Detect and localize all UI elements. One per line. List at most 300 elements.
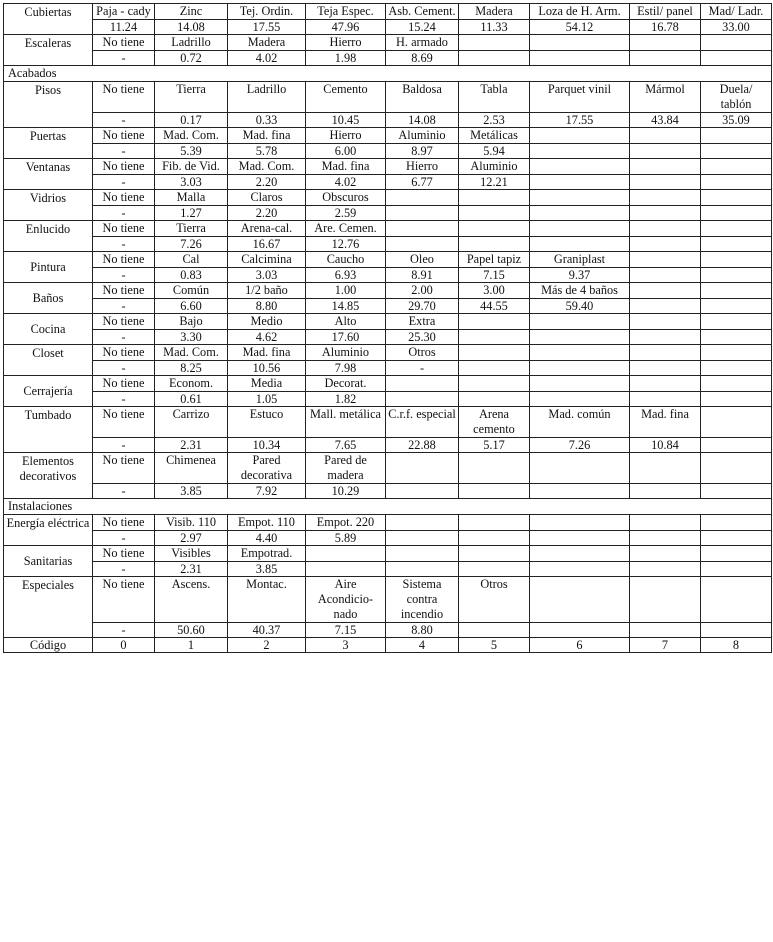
value-cell: [459, 531, 530, 546]
option-cell: Teja Espec.: [306, 4, 386, 20]
option-cell: Tej. Ordin.: [228, 4, 306, 20]
category-label-sanitarias: Sanitarias: [4, 546, 93, 577]
value-cell: 2.97: [155, 531, 228, 546]
option-cell: Econom.: [155, 376, 228, 392]
value-cell: [630, 268, 701, 283]
option-cell: [530, 546, 630, 562]
options-row-pintura: [4, 252, 772, 268]
value-cell: [630, 562, 701, 577]
value-cell: 10.29: [306, 484, 386, 499]
option-cell: [630, 35, 701, 51]
option-cell: Arena-cal.: [228, 221, 306, 237]
option-cell: Aluminio: [306, 345, 386, 361]
value-cell: [701, 51, 772, 66]
value-cell: 7.15: [306, 623, 386, 638]
value-cell: -: [93, 206, 155, 221]
values-row-puertas: [4, 144, 772, 159]
value-cell: 40.37: [228, 623, 306, 638]
option-cell: [530, 453, 630, 484]
option-cell: No tiene: [93, 128, 155, 144]
code-row: [4, 638, 772, 653]
code-cell: 0: [93, 638, 155, 653]
option-cell: Ladrillo: [228, 82, 306, 113]
value-cell: [459, 206, 530, 221]
option-cell: [459, 190, 530, 206]
values-row-cerrajeria: [4, 392, 772, 407]
value-cell: [630, 175, 701, 190]
value-cell: [459, 237, 530, 252]
category-label-elementos-decorativos: Elementos decorativos: [4, 453, 93, 499]
options-row-banos: [4, 283, 772, 299]
value-cell: 7.98: [306, 361, 386, 376]
option-cell: Mármol: [630, 82, 701, 113]
value-cell: [459, 484, 530, 499]
option-cell: [701, 407, 772, 438]
value-cell: [701, 144, 772, 159]
category-label-cerrajeria: Cerrajería: [4, 376, 93, 407]
values-row-closet: [4, 361, 772, 376]
option-cell: [701, 190, 772, 206]
option-cell: [386, 453, 459, 484]
value-cell: -: [93, 330, 155, 345]
option-cell: [530, 128, 630, 144]
option-cell: Aire Acondicio-nado: [306, 577, 386, 623]
option-cell: Paja - cady: [93, 4, 155, 20]
section-title-instalaciones: Instalaciones: [4, 499, 772, 515]
value-cell: 3.03: [155, 175, 228, 190]
value-cell: 7.15: [459, 268, 530, 283]
option-cell: Pared decorativa: [228, 453, 306, 484]
option-cell: [701, 345, 772, 361]
options-row-pisos: [4, 82, 772, 113]
table-body: [4, 4, 772, 653]
value-cell: 11.33: [459, 20, 530, 35]
value-cell: [530, 361, 630, 376]
option-cell: [530, 221, 630, 237]
values-row-energia-electrica: [4, 531, 772, 546]
option-cell: 2.00: [386, 283, 459, 299]
value-cell: 0.83: [155, 268, 228, 283]
option-cell: Graniplast: [530, 252, 630, 268]
value-cell: 17.60: [306, 330, 386, 345]
category-label-closet: Closet: [4, 345, 93, 376]
option-cell: Tabla: [459, 82, 530, 113]
value-cell: 5.17: [459, 438, 530, 453]
options-row-cubiertas: [4, 4, 772, 20]
value-cell: [701, 438, 772, 453]
option-cell: Chimenea: [155, 453, 228, 484]
option-cell: C.r.f. especial: [386, 407, 459, 438]
option-cell: Baldosa: [386, 82, 459, 113]
value-cell: [530, 175, 630, 190]
values-row-escaleras: [4, 51, 772, 66]
value-cell: 6.93: [306, 268, 386, 283]
option-cell: [701, 252, 772, 268]
value-cell: 8.80: [228, 299, 306, 314]
code-cell: 1: [155, 638, 228, 653]
option-cell: No tiene: [93, 314, 155, 330]
category-label-energia-electrica: Energía eléctrica: [4, 515, 93, 546]
option-cell: Hierro: [306, 35, 386, 51]
option-cell: No tiene: [93, 546, 155, 562]
option-cell: Asb. Cement.: [386, 4, 459, 20]
option-cell: Arena cemento: [459, 407, 530, 438]
value-cell: 16.67: [228, 237, 306, 252]
option-cell: [701, 314, 772, 330]
value-cell: [530, 51, 630, 66]
option-cell: [459, 515, 530, 531]
option-cell: [630, 314, 701, 330]
option-cell: [459, 376, 530, 392]
option-cell: [630, 283, 701, 299]
option-cell: Pared de madera: [306, 453, 386, 484]
value-cell: [459, 51, 530, 66]
option-cell: Fib. de Vid.: [155, 159, 228, 175]
value-cell: 43.84: [630, 113, 701, 128]
option-cell: [386, 376, 459, 392]
value-cell: [630, 330, 701, 345]
option-cell: Papel tapiz: [459, 252, 530, 268]
options-row-especiales: [4, 577, 772, 623]
value-cell: 25.30: [386, 330, 459, 345]
value-cell: -: [93, 438, 155, 453]
option-cell: [701, 221, 772, 237]
value-cell: [630, 299, 701, 314]
option-cell: No tiene: [93, 345, 155, 361]
value-cell: 16.78: [630, 20, 701, 35]
option-cell: Mad. Com.: [228, 159, 306, 175]
option-cell: [530, 376, 630, 392]
value-cell: 8.97: [386, 144, 459, 159]
value-cell: [530, 531, 630, 546]
value-cell: [530, 392, 630, 407]
value-cell: [701, 484, 772, 499]
value-cell: [459, 392, 530, 407]
code-cell: 7: [630, 638, 701, 653]
option-cell: Empot. 110: [228, 515, 306, 531]
option-cell: Más de 4 baños: [530, 283, 630, 299]
value-cell: 4.02: [306, 175, 386, 190]
value-cell: 11.24: [93, 20, 155, 35]
value-cell: 4.40: [228, 531, 306, 546]
option-cell: Are. Cemen.: [306, 221, 386, 237]
value-cell: -: [93, 484, 155, 499]
value-cell: 14.08: [386, 113, 459, 128]
value-cell: 7.92: [228, 484, 306, 499]
value-cell: [701, 531, 772, 546]
option-cell: Media: [228, 376, 306, 392]
value-cell: 47.96: [306, 20, 386, 35]
values-row-elementos-decorativos: [4, 484, 772, 499]
value-cell: [630, 623, 701, 638]
value-cell: -: [93, 268, 155, 283]
value-cell: 44.55: [459, 299, 530, 314]
option-cell: [630, 128, 701, 144]
option-cell: [630, 515, 701, 531]
value-cell: 2.59: [306, 206, 386, 221]
value-cell: 2.53: [459, 113, 530, 128]
value-cell: [306, 562, 386, 577]
values-row-cocina: [4, 330, 772, 345]
option-cell: [701, 577, 772, 623]
category-label-pintura: Pintura: [4, 252, 93, 283]
option-cell: Obscuros: [306, 190, 386, 206]
option-cell: Mall. metálica: [306, 407, 386, 438]
value-cell: 0.17: [155, 113, 228, 128]
value-cell: [459, 562, 530, 577]
option-cell: Sistema contra incendio: [386, 577, 459, 623]
option-cell: Decorat.: [306, 376, 386, 392]
value-cell: 9.37: [530, 268, 630, 283]
option-cell: [306, 546, 386, 562]
option-cell: Parquet vinil: [530, 82, 630, 113]
value-cell: 2.20: [228, 175, 306, 190]
values-row-pintura: [4, 268, 772, 283]
options-row-cocina: [4, 314, 772, 330]
option-cell: Oleo: [386, 252, 459, 268]
option-cell: No tiene: [93, 515, 155, 531]
value-cell: 12.21: [459, 175, 530, 190]
value-cell: 6.77: [386, 175, 459, 190]
option-cell: [459, 35, 530, 51]
code-cell: 6: [530, 638, 630, 653]
options-row-vidrios: [4, 190, 772, 206]
value-cell: 0.61: [155, 392, 228, 407]
option-cell: Carrizo: [155, 407, 228, 438]
value-cell: [701, 562, 772, 577]
value-cell: 33.00: [701, 20, 772, 35]
option-cell: Visibles: [155, 546, 228, 562]
value-cell: 14.85: [306, 299, 386, 314]
option-cell: [386, 221, 459, 237]
option-cell: No tiene: [93, 407, 155, 438]
option-cell: [386, 190, 459, 206]
options-row-puertas: [4, 128, 772, 144]
option-cell: [630, 453, 701, 484]
value-cell: [701, 237, 772, 252]
value-cell: 8.25: [155, 361, 228, 376]
option-cell: Ladrillo: [155, 35, 228, 51]
value-cell: [386, 531, 459, 546]
category-label-vidrios: Vidrios: [4, 190, 93, 221]
option-cell: [459, 546, 530, 562]
value-cell: 7.65: [306, 438, 386, 453]
option-cell: No tiene: [93, 35, 155, 51]
value-cell: [530, 237, 630, 252]
value-cell: 12.76: [306, 237, 386, 252]
option-cell: [701, 128, 772, 144]
value-cell: 17.55: [530, 113, 630, 128]
value-cell: 6.60: [155, 299, 228, 314]
options-row-energia-electrica: [4, 515, 772, 531]
value-cell: 4.62: [228, 330, 306, 345]
option-cell: [701, 283, 772, 299]
value-cell: [701, 392, 772, 407]
option-cell: Madera: [459, 4, 530, 20]
option-cell: Duela/ tablón: [701, 82, 772, 113]
option-cell: [530, 35, 630, 51]
option-cell: Tierra: [155, 221, 228, 237]
value-cell: 2.20: [228, 206, 306, 221]
category-label-ventanas: Ventanas: [4, 159, 93, 190]
category-label-enlucido: Enlucido: [4, 221, 93, 252]
option-cell: [630, 376, 701, 392]
value-cell: 8.91: [386, 268, 459, 283]
option-cell: Mad. fina: [228, 345, 306, 361]
value-cell: 7.26: [530, 438, 630, 453]
option-cell: Mad. Com.: [155, 128, 228, 144]
option-cell: Caucho: [306, 252, 386, 268]
section-title-acabados: Acabados: [4, 66, 772, 82]
value-cell: 3.30: [155, 330, 228, 345]
option-cell: 1.00: [306, 283, 386, 299]
option-cell: No tiene: [93, 190, 155, 206]
values-row-sanitarias: [4, 562, 772, 577]
value-cell: 0.33: [228, 113, 306, 128]
value-cell: 5.39: [155, 144, 228, 159]
options-row-elementos-decorativos: [4, 453, 772, 484]
values-row-cubiertas: [4, 20, 772, 35]
code-cell: 4: [386, 638, 459, 653]
value-cell: -: [93, 175, 155, 190]
option-cell: Otros: [459, 577, 530, 623]
value-cell: 59.40: [530, 299, 630, 314]
value-cell: [701, 299, 772, 314]
option-cell: Otros: [386, 345, 459, 361]
value-cell: 1.98: [306, 51, 386, 66]
option-cell: [701, 376, 772, 392]
value-cell: [701, 623, 772, 638]
option-cell: [630, 190, 701, 206]
value-cell: -: [93, 51, 155, 66]
option-cell: [630, 221, 701, 237]
option-cell: [530, 159, 630, 175]
option-cell: Mad. Com.: [155, 345, 228, 361]
values-row-tumbado: [4, 438, 772, 453]
code-cell: 3: [306, 638, 386, 653]
value-cell: -: [93, 623, 155, 638]
option-cell: No tiene: [93, 221, 155, 237]
option-cell: 1/2 baño: [228, 283, 306, 299]
value-cell: [386, 484, 459, 499]
section-header-row: [4, 499, 772, 515]
option-cell: No tiene: [93, 453, 155, 484]
option-cell: Aluminio: [459, 159, 530, 175]
value-cell: [386, 562, 459, 577]
value-cell: 10.45: [306, 113, 386, 128]
code-label: Código: [4, 638, 93, 653]
value-cell: 14.08: [155, 20, 228, 35]
options-row-escaleras: [4, 35, 772, 51]
options-row-ventanas: [4, 159, 772, 175]
option-cell: Hierro: [386, 159, 459, 175]
value-cell: [386, 206, 459, 221]
option-cell: [630, 159, 701, 175]
value-cell: 5.94: [459, 144, 530, 159]
code-cell: 8: [701, 638, 772, 653]
option-cell: Cemento: [306, 82, 386, 113]
value-cell: 7.26: [155, 237, 228, 252]
option-cell: Estil/ panel: [630, 4, 701, 20]
option-cell: [530, 190, 630, 206]
option-cell: Madera: [228, 35, 306, 51]
value-cell: [459, 623, 530, 638]
options-row-sanitarias: [4, 546, 772, 562]
values-row-especiales: [4, 623, 772, 638]
option-cell: [630, 252, 701, 268]
value-cell: 0.72: [155, 51, 228, 66]
value-cell: [701, 268, 772, 283]
option-cell: Mad. fina: [306, 159, 386, 175]
value-cell: 50.60: [155, 623, 228, 638]
value-cell: 3.85: [228, 562, 306, 577]
values-row-banos: [4, 299, 772, 314]
value-cell: -: [93, 299, 155, 314]
value-cell: 5.78: [228, 144, 306, 159]
value-cell: 17.55: [228, 20, 306, 35]
value-cell: [630, 531, 701, 546]
option-cell: [701, 35, 772, 51]
value-cell: 1.82: [306, 392, 386, 407]
option-cell: [386, 515, 459, 531]
options-row-cerrajeria: [4, 376, 772, 392]
value-cell: [530, 330, 630, 345]
option-cell: Empotrad.: [228, 546, 306, 562]
option-cell: Calcimina: [228, 252, 306, 268]
option-cell: [459, 453, 530, 484]
value-cell: 6.00: [306, 144, 386, 159]
value-cell: 8.80: [386, 623, 459, 638]
option-cell: No tiene: [93, 159, 155, 175]
option-cell: [701, 515, 772, 531]
code-cell: 5: [459, 638, 530, 653]
value-cell: 1.05: [228, 392, 306, 407]
value-cell: [630, 237, 701, 252]
option-cell: No tiene: [93, 577, 155, 623]
value-cell: [386, 392, 459, 407]
value-cell: 2.31: [155, 438, 228, 453]
option-cell: [530, 345, 630, 361]
value-cell: [630, 51, 701, 66]
option-cell: Extra: [386, 314, 459, 330]
option-cell: [630, 577, 701, 623]
option-cell: Alto: [306, 314, 386, 330]
option-cell: Metálicas: [459, 128, 530, 144]
value-cell: -: [93, 531, 155, 546]
category-label-tumbado: Tumbado: [4, 407, 93, 453]
value-cell: [459, 361, 530, 376]
value-cell: [701, 361, 772, 376]
option-cell: Estuco: [228, 407, 306, 438]
option-cell: Zinc: [155, 4, 228, 20]
option-cell: 3.00: [459, 283, 530, 299]
option-cell: [701, 453, 772, 484]
value-cell: 10.34: [228, 438, 306, 453]
value-cell: [630, 361, 701, 376]
value-cell: -: [93, 392, 155, 407]
value-cell: -: [93, 237, 155, 252]
value-cell: [701, 206, 772, 221]
value-cell: 2.31: [155, 562, 228, 577]
value-cell: -: [93, 562, 155, 577]
value-cell: -: [386, 361, 459, 376]
option-cell: H. armado: [386, 35, 459, 51]
value-cell: 5.89: [306, 531, 386, 546]
option-cell: Mad/ Ladr.: [701, 4, 772, 20]
options-row-closet: [4, 345, 772, 361]
option-cell: [630, 546, 701, 562]
option-cell: [530, 577, 630, 623]
